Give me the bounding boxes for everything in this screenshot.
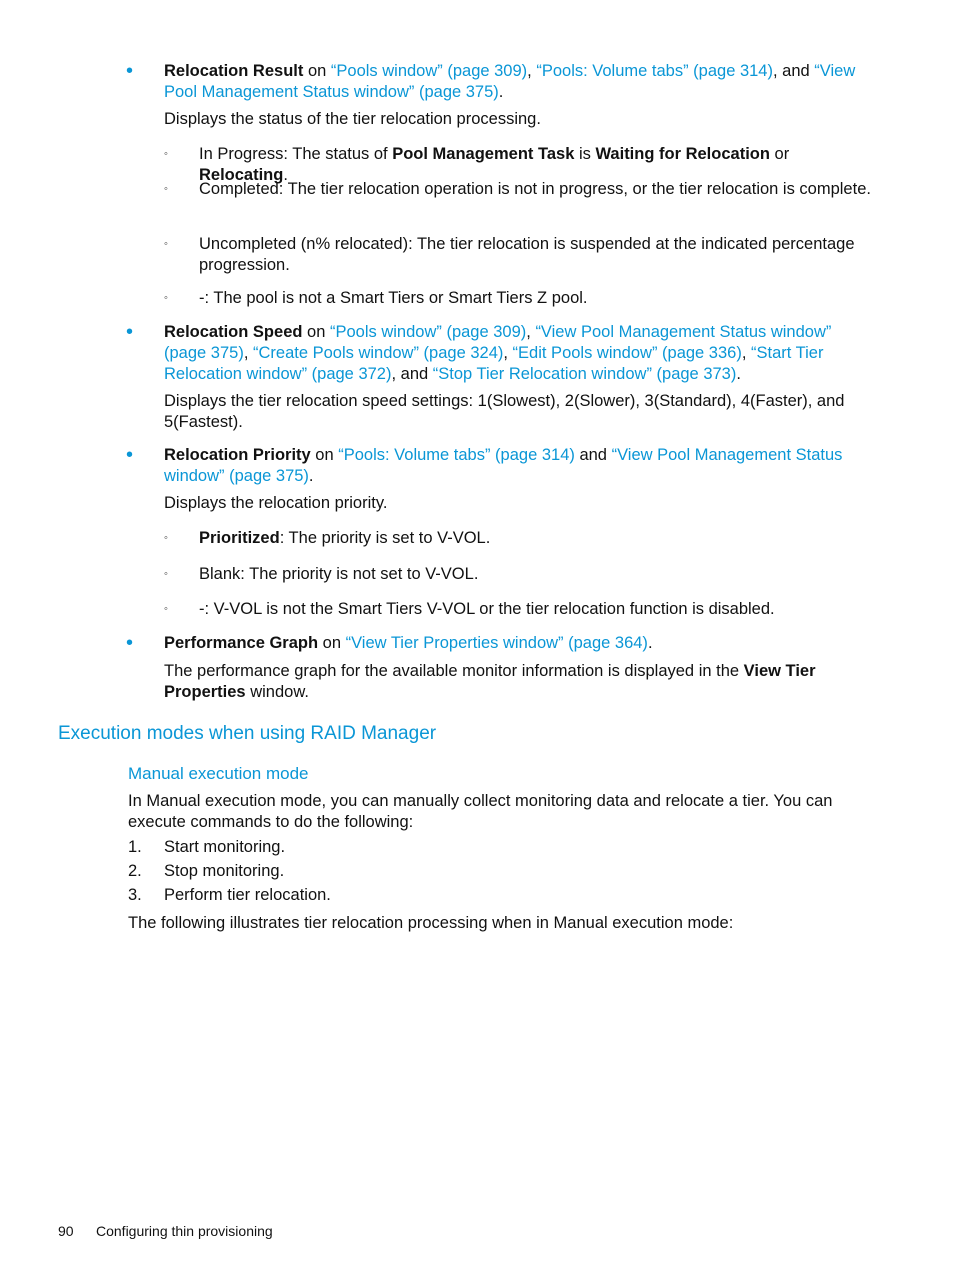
link-create-pools-window[interactable]: “Create Pools window” (page 324) [252,344,504,362]
text: The performance graph for the available monitor information is displayed in the [164,662,744,680]
text: is [574,145,596,163]
bullet-icon: • [126,444,134,466]
step-number: 3. [128,886,142,904]
relocation-speed-term: Relocation Speed [164,323,303,341]
relocation-result-item [164,61,870,103]
performance-graph-desc [164,661,870,703]
sub-bullet-icon: ◦ [164,148,168,160]
relocation-priority-desc: Displays the relocation priority. [164,494,388,512]
sub-item-dash: -: V-VOL is not the Smart Tiers V-VOL or the tier relocation function is disabled. [199,600,775,618]
bullet-icon: • [126,321,134,343]
period: . [647,634,653,652]
text: In Progress: The status of [199,145,393,163]
list-item: Perform tier relocation. [164,886,331,904]
performance-graph-term: Performance Graph [164,634,319,652]
link-view-pool-management-status[interactable]: “View Pool Management Status window” (page 375) [164,62,856,101]
period: . [308,467,314,485]
text: or [769,145,790,163]
list-item: Start monitoring. [164,838,286,856]
separator: , [503,344,513,362]
step-number: 1. [128,838,142,856]
bullet-icon: • [126,632,134,654]
illustration-intro: The following illustrates tier relocation processing when in Manual execution mode: [128,914,734,932]
term-pool-management-task: Pool Management Task [392,145,575,163]
text-on: on [318,634,346,652]
subsection-heading: Manual execution mode [128,764,309,783]
sub-item-completed: Completed: The tier relocation operation is not in progress, or the tier relocation is complete. [199,180,871,198]
relocation-speed-item [164,322,870,385]
term-relocating: Relocating [199,166,284,184]
text-on: on [310,446,339,464]
sub-bullet-icon: ◦ [164,568,168,580]
link-view-pool-management-status[interactable]: “View Pool Management Status window” (page 375) [164,323,832,362]
relocation-result-desc: Displays the status of the tier relocation processing. [164,110,541,128]
relocation-speed-desc: Displays the tier relocation speed settings: 1(Slowest), 2(Slower), 3(Standard), 4(Faster), and 5(Fastest). [164,392,845,431]
period: . [283,166,288,184]
link-stop-tier-relocation-window[interactable]: “Stop Tier Relocation window” (page 373) [432,365,737,383]
sub-item-prioritized [199,528,871,549]
link-pools-volume-tabs[interactable]: “Pools: Volume tabs” (page 314) [338,446,575,464]
text-on: on [302,323,330,341]
separator: , [243,344,253,362]
text-on: on [303,62,331,80]
footer-title: Configuring thin provisioning [96,1223,273,1239]
sub-bullet-icon: ◦ [164,532,168,544]
period: . [736,365,741,383]
link-pools-window[interactable]: “Pools window” (page 309) [329,323,527,341]
link-edit-pools-window[interactable]: “Edit Pools window” (page 336) [512,344,742,362]
sub-item-uncompleted: Uncompleted (n% relocated): The tier relocation is suspended at the indicated percentage progression. [199,235,855,274]
sub-bullet-icon: ◦ [164,238,168,250]
relocation-priority-item [164,445,870,487]
performance-graph-item [164,633,870,654]
sub-item-blank: Blank: The priority is not set to V-VOL. [199,565,479,583]
separator: , and [391,365,433,383]
link-start-tier-relocation-window[interactable]: “Start Tier Relocation window” (page 372) [164,344,824,383]
sub-item-dash: -: The pool is not a Smart Tiers or Smart Tiers Z pool. [199,289,588,307]
separator: , and [772,62,815,80]
sub-bullet-icon: ◦ [164,183,168,195]
section-heading: Execution modes when using RAID Manager [58,723,437,744]
text: : The priority is set to V-VOL. [279,529,491,547]
sub-bullet-icon: ◦ [164,603,168,615]
text: window. [245,683,309,701]
relocation-priority-term: Relocation Priority [164,446,311,464]
term-waiting-for-relocation: Waiting for Relocation [595,145,770,163]
link-view-pool-management-status[interactable]: “View Pool Management Status window” (page 375) [164,446,843,485]
list-item: Stop monitoring. [164,862,285,880]
separator: and [574,446,612,464]
relocation-result-term: Relocation Result [164,62,304,80]
separator: , [741,344,752,362]
link-view-tier-properties-window[interactable]: “View Tier Properties window” (page 364) [345,634,648,652]
bullet-icon: • [126,60,134,82]
link-pools-window[interactable]: “Pools window” (page 309) [330,62,528,80]
page-number: 90 [58,1223,74,1239]
term-prioritized: Prioritized [199,529,280,547]
term-view-tier-properties: View Tier Properties [164,662,816,701]
period: . [498,83,504,101]
manual-intro: In Manual execution mode, you can manually collect monitoring data and relocate a tier. You can execute commands to do the following: [128,792,833,831]
link-pools-volume-tabs[interactable]: “Pools: Volume tabs” (page 314) [536,62,773,80]
separator: , [526,323,536,341]
separator: , [527,62,537,80]
step-number: 2. [128,862,142,880]
sub-bullet-icon: ◦ [164,292,168,304]
